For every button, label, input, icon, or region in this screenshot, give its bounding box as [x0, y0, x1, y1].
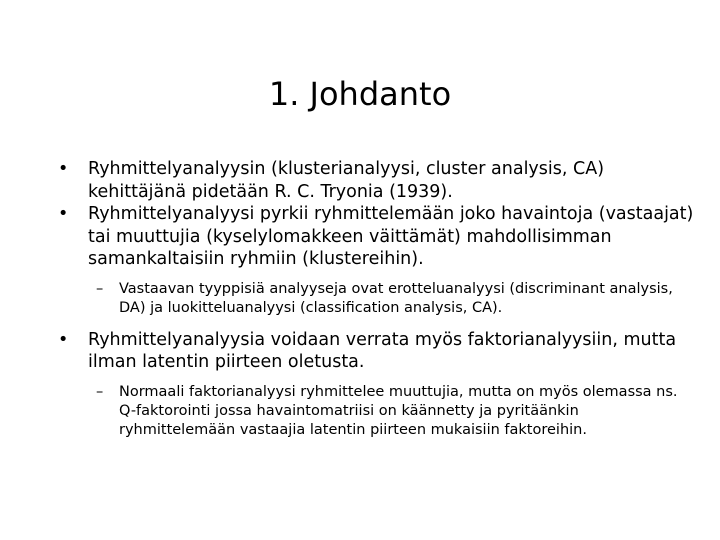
bullet-item-3 — [56, 329, 696, 374]
sub-bullet-text: Vastaavan tyyppisiä analyyseja ovat erotteluanalyysi (discriminant analysis, DA) ja luokitteluanalyysi (classification analysis, CA). — [119, 280, 673, 316]
bullet-marker: • — [58, 204, 69, 224]
sub-bullet-marker: – — [96, 280, 104, 297]
bullet-item-2 — [56, 203, 696, 271]
slide-content — [56, 158, 696, 440]
sub-bullet-item-1 — [56, 280, 696, 318]
bullet-text: Ryhmittelyanalyysia voidaan verrata myös faktorianalyysiin, mutta ilman latentin piirteen oletusta. — [88, 329, 677, 372]
bullet-marker: • — [58, 159, 69, 179]
sub-bullet-marker: – — [96, 383, 104, 400]
slide-title: 1. Johdanto — [268, 75, 452, 113]
bullet-text: Ryhmittelyanalyysin (klusterianalyysi, cluster analysis, CA) kehittäjänä pidetään R. C. Tryonia (1939). — [88, 159, 605, 202]
bullet-item-1 — [56, 158, 696, 203]
bullet-text: Ryhmittelyanalyysi pyrkii ryhmittelemään joko havaintoja (vastaajat) tai muuttujia (kyselylomakkeen väittämät) mahdollisimman samankaltaisiin ryhmiin (klustereihin). — [88, 204, 694, 269]
bullet-marker: • — [58, 329, 69, 350]
sub-bullet-text: Normaali faktorianalyysi ryhmittelee muuttujia, mutta on myös olemassa ns. Q-faktorointi jossa havaintomatriisi on käännetty ja pyritäänkin ryhmittelemään vastaajia latentin piirteen mukaisiin faktoreihin. — [119, 383, 678, 438]
sub-bullet-item-2 — [56, 383, 696, 440]
